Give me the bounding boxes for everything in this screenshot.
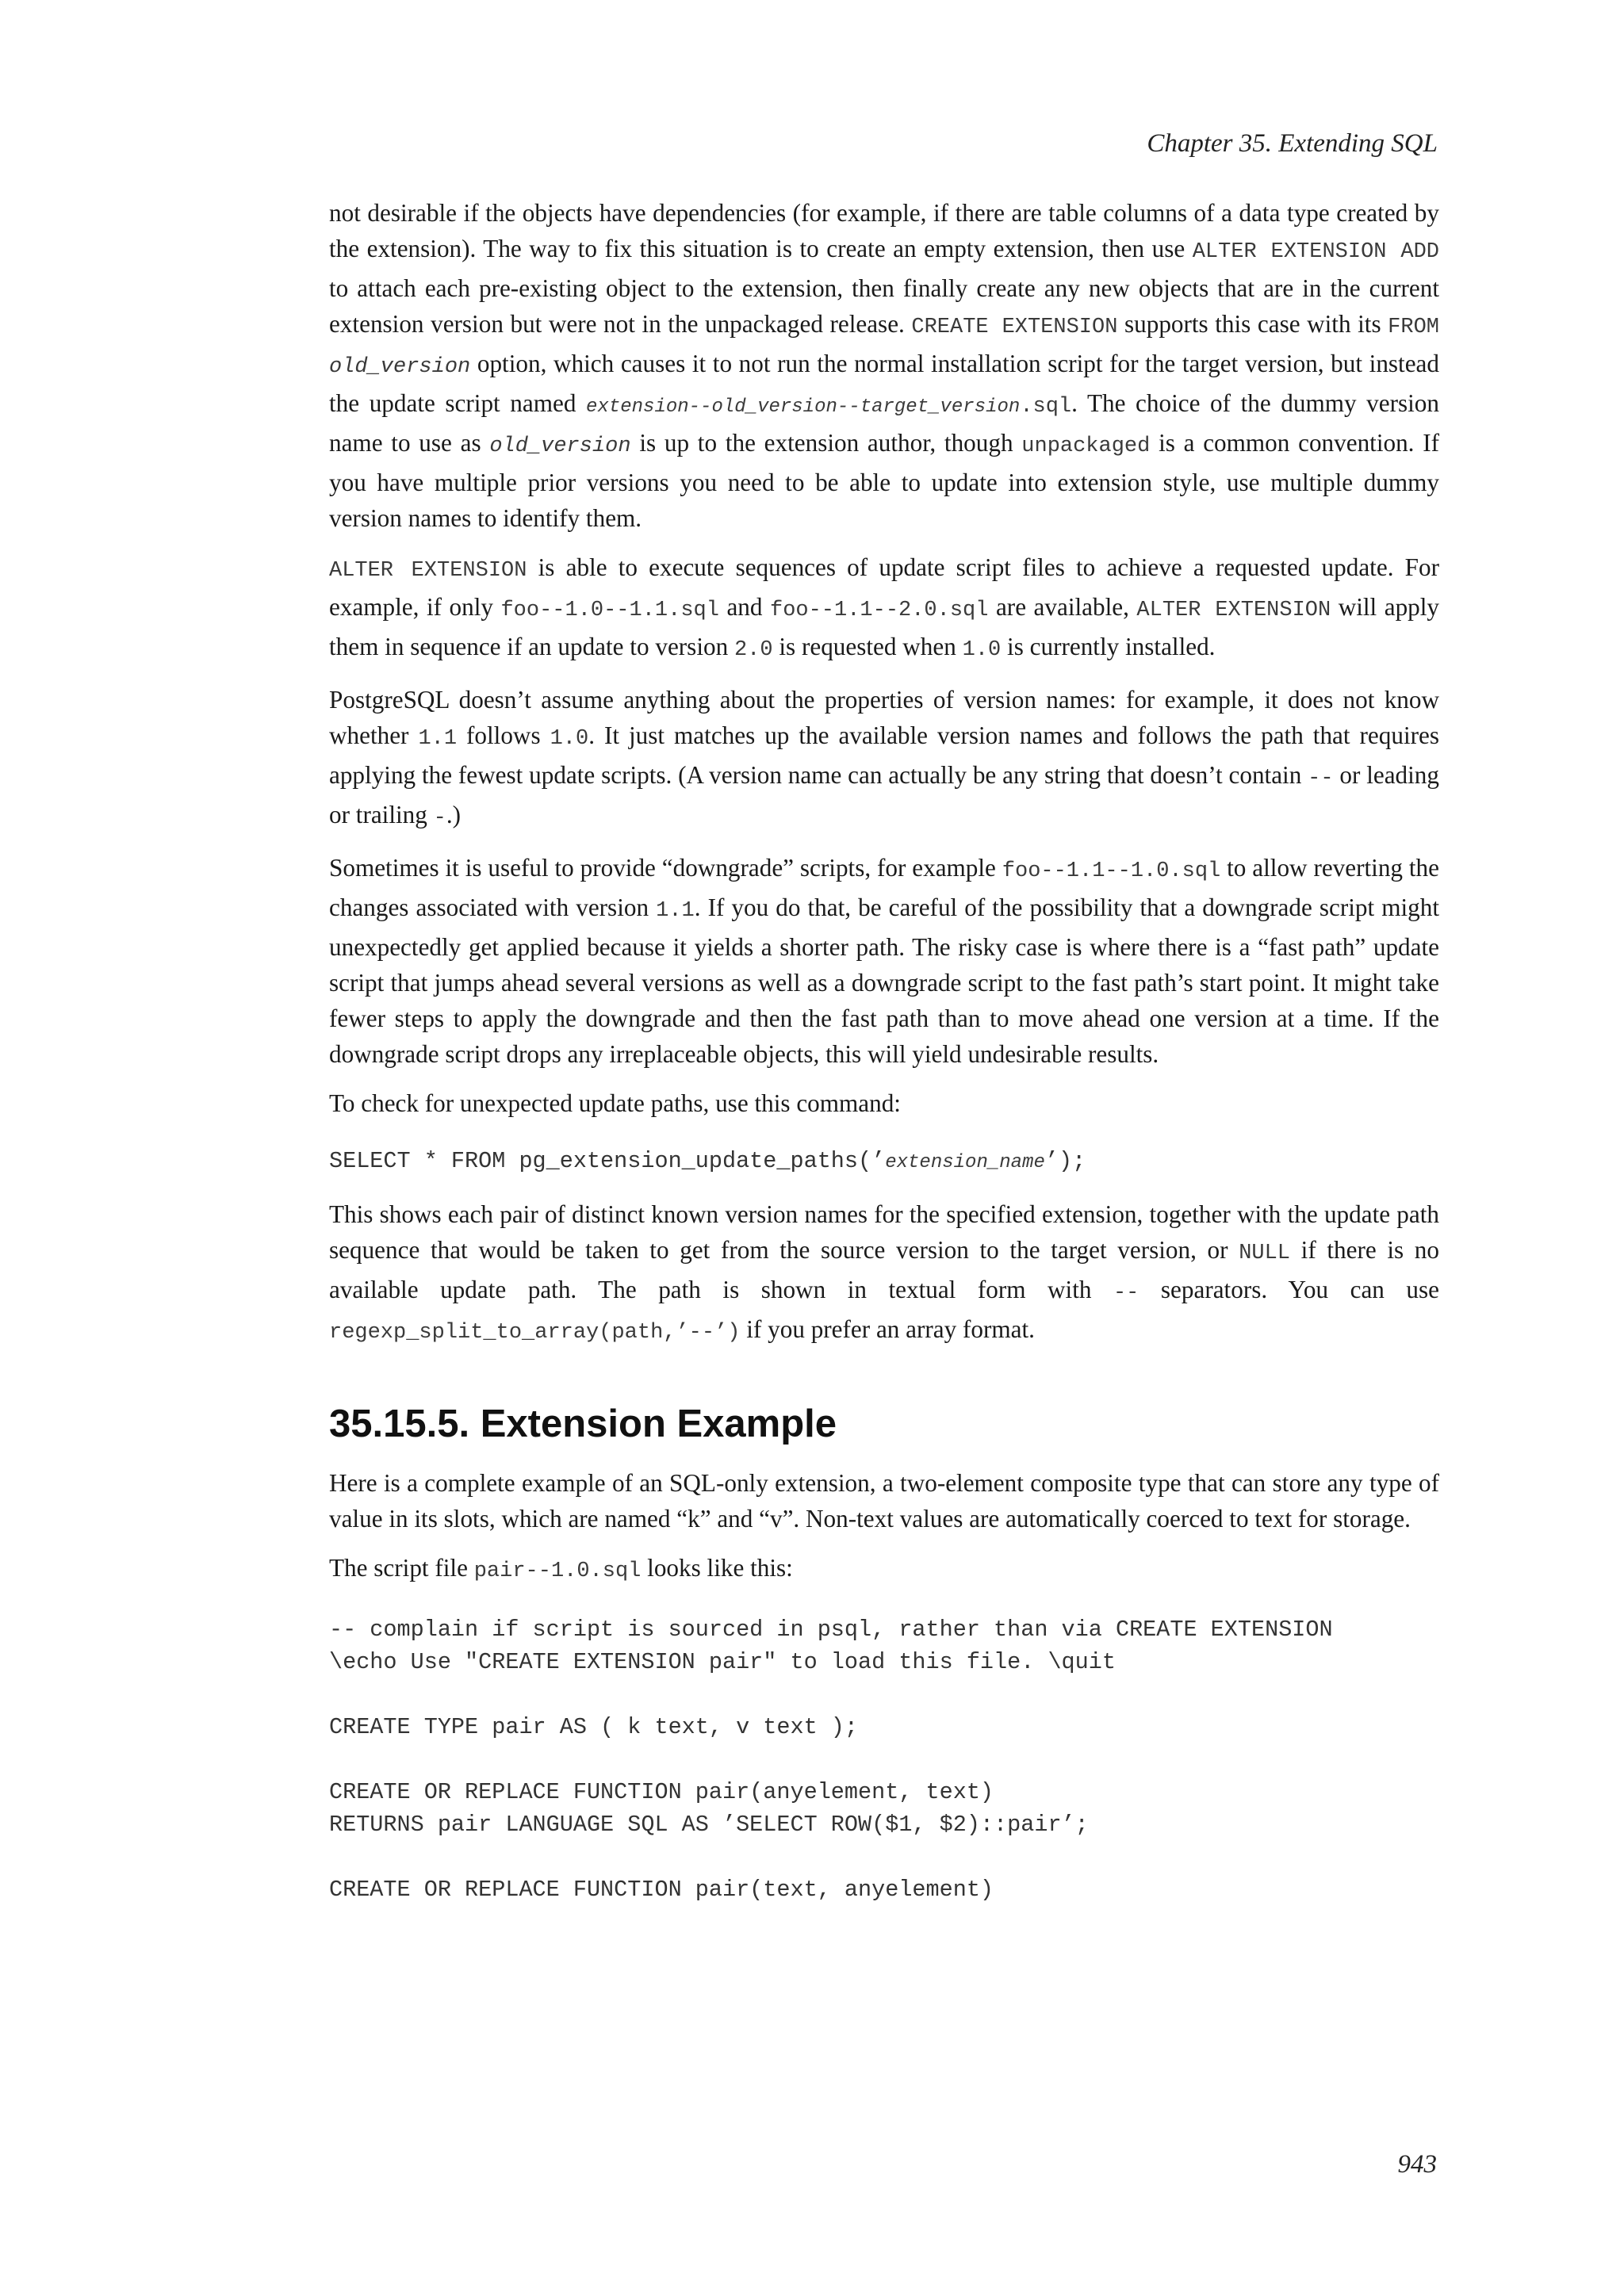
text-run: to attach each pre-existing object to the extension, then finally create any new objects that are in the current extension version but were not in the unpackaged release. (329, 274, 1439, 338)
inline-code: -- (1308, 767, 1334, 790)
text-run: is requested when (772, 633, 963, 660)
inline-code: 1.1 (656, 899, 695, 923)
code-text: SELECT * FROM pg_extension_update_paths(’ (329, 1148, 886, 1174)
paragraph-unpackaged-upgrade (329, 195, 1439, 536)
inline-code-variable: old_version (329, 355, 471, 379)
inline-code: ALTER EXTENSION (329, 559, 527, 583)
inline-code: regexp_split_to_array(path,’--’) (329, 1321, 741, 1345)
inline-code: 2.0 (733, 638, 773, 662)
inline-code: ALTER EXTENSION ADD (1192, 240, 1439, 264)
inline-code: .sql (1020, 395, 1072, 419)
code-line (329, 1678, 1439, 1711)
inline-code: 1.0 (550, 727, 589, 751)
paragraph-downgrade-scripts (329, 850, 1439, 1072)
text-run: to allow reverting the changes associated with version (329, 854, 1439, 921)
code-text: ’); (1044, 1148, 1086, 1174)
code-line (329, 1743, 1439, 1776)
text-run: . The choice of the dummy version name to use as (329, 389, 1439, 457)
inline-code-variable: extension--old_version--target_version (586, 396, 1021, 418)
text-run: is a common convention. If you have multiple prior versions you need to be able to update into extension style, use multiple dummy version names to identify them. (329, 429, 1439, 532)
paragraph-example-intro: Here is a complete example of an SQL-only extension, a two-element composite type that can store any type of value in its slots, which are named “k” and “v”. Non-text values are automatically coerced to text for storage. (329, 1469, 1439, 1533)
text-run: The script file (329, 1554, 474, 1582)
text-run: separators. You can use (1139, 1276, 1439, 1303)
code-line: CREATE OR REPLACE FUNCTION pair(anyelement, text) (329, 1779, 994, 1805)
text-run: will apply them in sequence if an update to version (329, 593, 1440, 660)
inline-code: -- (1113, 1281, 1139, 1305)
inline-code: foo--1.1--1.0.sql (1002, 859, 1221, 883)
code-line: \echo Use "CREATE EXTENSION pair" to load this file. \quit (329, 1649, 1116, 1675)
paragraph-version-names (329, 682, 1439, 836)
inline-code-variable: old_version (489, 434, 631, 458)
inline-code: CREATE EXTENSION (911, 316, 1118, 339)
text-run: or leading or trailing (329, 761, 1439, 828)
inline-code: foo--1.0--1.1.sql (500, 599, 719, 622)
text-run: looks like this: (641, 1554, 793, 1582)
inline-code: foo--1.1--2.0.sql (770, 599, 989, 622)
running-header: Chapter 35. Extending SQL (1147, 129, 1438, 158)
code-block-update-paths (329, 1145, 1439, 1179)
text-run: if there is no available update path. The path is shown in textual form with (329, 1236, 1439, 1303)
page-number: 943 (1397, 2150, 1437, 2179)
inline-code: pair--1.0.sql (473, 1559, 642, 1583)
text-run: option, which causes it to not run the normal installation script for the target version, but instead the update script named (329, 350, 1439, 417)
text-run: and (718, 593, 770, 621)
code-line: CREATE TYPE pair AS ( k text, v text ); (329, 1714, 859, 1740)
inline-code: 1.0 (962, 638, 1002, 662)
page-body (329, 195, 1439, 1923)
inline-code: 1.1 (418, 727, 458, 751)
text-run: not desirable if the objects have dependencies (for example, if there are table columns of a data type created by the extension). The way to fix this situation is to create an empty extension, then use (329, 199, 1439, 262)
inline-code: NULL (1239, 1242, 1290, 1265)
text-run: .) (446, 801, 462, 828)
code-line (329, 1841, 1439, 1873)
text-run: is currently installed. (1001, 633, 1216, 660)
code-line: CREATE OR REPLACE FUNCTION pair(text, anyelement) (329, 1877, 994, 1903)
paragraph-script-file (329, 1550, 1439, 1590)
text-run: This shows each pair of distinct known version names for the specified extension, together with the update path sequence that would be taken to get from the source version to the target version, or (329, 1200, 1439, 1264)
text-run: . It just matches up the available version names and follows the path that requires applying the fewest update scripts. (A version name can actually be any string that doesn’t contain (329, 721, 1439, 789)
paragraph-update-sequences (329, 549, 1439, 668)
inline-code: - (433, 806, 446, 830)
paragraph-path-output (329, 1196, 1439, 1351)
text-run: Sometimes it is useful to provide “downgrade” scripts, for example (329, 854, 1002, 882)
inline-code: unpackaged (1021, 434, 1151, 458)
code-variable: extension_name (885, 1152, 1045, 1173)
text-run: is up to the extension author, though (630, 429, 1022, 457)
text-run: supports this case with its (1117, 310, 1388, 338)
text-run: PostgreSQL doesn’t assume anything about the properties of version names: for example, it does not know whether (329, 686, 1439, 749)
section-heading: 35.15.5. Extension Example (329, 1402, 837, 1445)
code-line: RETURNS pair LANGUAGE SQL AS ’SELECT ROW($1, $2)::pair’; (329, 1812, 1089, 1838)
text-run: are available, (988, 593, 1137, 621)
paragraph-check-paths: To check for unexpected update paths, use this command: (329, 1089, 901, 1117)
code-line: -- complain if script is sourced in psql, rather than via CREATE EXTENSION (329, 1617, 1333, 1643)
inline-code: FROM (1388, 316, 1439, 339)
text-run: . If you do that, be careful of the possibility that a downgrade script might unexpectedly get applied because it yields a shorter path. The risky case is where there is a “fast path” update script that jumps ahead several versions as well as a downgrade script to the fast path’s start point. It might take fewer steps to apply the downgrade and then the fast path than to move ahead one version at a time. If the downgrade script drops any irreplaceable objects, this will yield undesirable results. (329, 894, 1439, 1068)
code-block-pair-script (329, 1613, 1439, 1906)
inline-code: ALTER EXTENSION (1136, 599, 1331, 622)
text-run: follows (457, 721, 550, 749)
text-run: is able to execute sequences of update script files to achieve a requested update. For example, if only (329, 553, 1439, 621)
text-run: if you prefer an array format. (740, 1315, 1035, 1343)
